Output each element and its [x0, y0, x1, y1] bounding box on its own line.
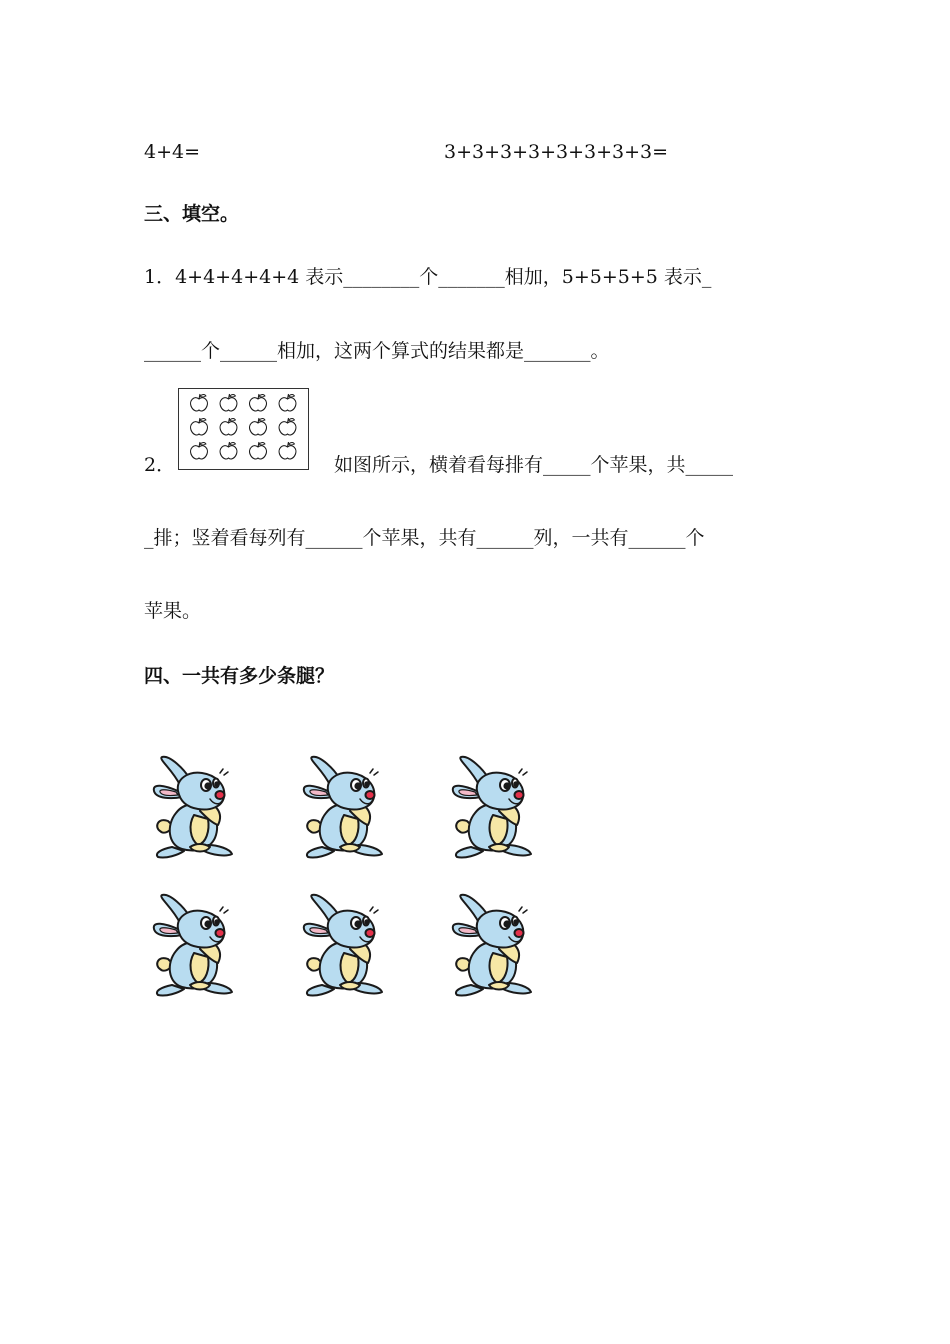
- question-2-line-3: 苹果。: [144, 600, 202, 622]
- apple-icon: [279, 442, 296, 459]
- rabbit-icon: [150, 893, 236, 999]
- question-2-number: 2．: [144, 454, 176, 476]
- equation-left: 4+4=: [144, 141, 201, 163]
- rabbit-icon: [150, 755, 236, 861]
- rabbit-icon: [300, 893, 386, 999]
- apple-icon: [250, 394, 267, 411]
- apple-grid: [179, 389, 307, 468]
- question-1-line-1: 1．4+4+4+4+4 表示________个_______相加，5+5+5+5 表示_: [144, 266, 712, 288]
- question-1-line-2: ______个______相加，这两个算式的结果都是_______。: [144, 340, 610, 362]
- question-2-line-1: 如图所示，横着看每排有_____个苹果，共_____: [334, 454, 734, 476]
- question-2-line-2: _排；竖着看每列有______个苹果，共有______列，一共有______个: [144, 527, 705, 549]
- apple-icon: [191, 442, 208, 459]
- apple-icon: [191, 394, 208, 411]
- apple-icon: [220, 394, 237, 411]
- rabbit-icon: [449, 893, 535, 999]
- section-4-heading: 四、一共有多少条腿？: [144, 665, 335, 687]
- apple-icon: [279, 394, 296, 411]
- apple-icon: [279, 418, 296, 435]
- apple-grid-figure: [178, 388, 309, 470]
- section-3-heading: 三、填空。: [144, 203, 240, 225]
- apple-icon: [191, 418, 208, 435]
- apple-icon: [250, 442, 267, 459]
- apple-icon: [220, 442, 237, 459]
- apple-icon: [220, 418, 237, 435]
- equation-right: 3+3+3+3+3+3+3+3=: [444, 141, 669, 163]
- apple-icon: [250, 418, 267, 435]
- rabbit-icon: [449, 755, 535, 861]
- rabbit-icon: [300, 755, 386, 861]
